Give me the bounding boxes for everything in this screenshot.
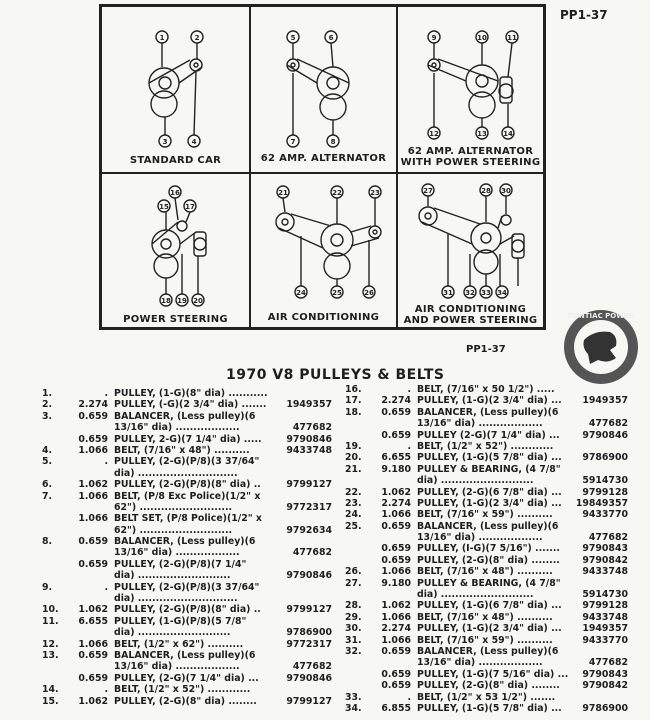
parts-list-row	[42, 456, 332, 467]
parts-list-row	[345, 646, 628, 657]
part-number: 9790843	[582, 668, 628, 680]
callout-33: 33	[481, 289, 491, 297]
part-description: PULLEY, (2-G)(8" dia) ........	[114, 695, 257, 707]
part-description: 13/16" dia) ..................	[114, 547, 240, 559]
part-description: BELT, (7/16" x 48") ..........	[114, 444, 250, 456]
pontiac-power-logo	[560, 306, 642, 388]
parts-list-row	[345, 521, 628, 532]
part-quantity: 0.659	[78, 672, 108, 684]
parts-list-row	[345, 612, 628, 623]
parts-list-row	[42, 502, 332, 513]
part-description: BELT, (7/16" x 48") ..........	[417, 566, 553, 578]
part-description: PULLEY, (2-G)(8" dia) ........	[417, 680, 560, 692]
callout-32: 32	[465, 289, 475, 297]
callout-8: 8	[330, 138, 336, 146]
page-id-mid: PP1-37	[466, 344, 506, 355]
part-quantity: 0.659	[78, 536, 108, 548]
callout-17: 17	[185, 203, 195, 211]
parts-list-row	[42, 570, 332, 581]
diagram-label: 62 AMP. ALTERNATOR WITH POWER STEERING	[400, 146, 541, 168]
callout-19: 19	[177, 297, 187, 305]
parts-list-row	[42, 559, 332, 570]
part-number-index: 17.	[345, 395, 362, 407]
part-number-index: 11.	[42, 615, 59, 627]
part-quantity: 1.066	[78, 513, 108, 525]
part-number-index: 33.	[345, 691, 362, 703]
part-description: 62") ..........................	[114, 524, 233, 536]
part-number: 9433748	[582, 566, 628, 578]
parts-list-row	[42, 696, 332, 707]
part-number-index: 31.	[345, 634, 362, 646]
parts-list-row	[42, 491, 332, 502]
part-quantity: 0.659	[78, 558, 108, 570]
parts-list-row	[345, 395, 628, 406]
callout-6: 6	[328, 34, 334, 42]
parts-list-row	[42, 445, 332, 456]
part-quantity: .	[407, 440, 411, 452]
part-number-index: 32.	[345, 645, 362, 657]
parts-list-row	[345, 623, 628, 634]
part-description: BELT, (1/2" x 53 1/2") .......	[417, 691, 556, 703]
part-number-index: 7.	[42, 490, 53, 502]
part-number: 9790846	[286, 570, 332, 582]
parts-list-row	[42, 547, 332, 558]
callout-31: 31	[443, 289, 453, 297]
callout-30: 30	[501, 187, 511, 195]
part-number-index: 6.	[42, 479, 53, 491]
part-description: PULLEY, (1-G)(5 7/8" dia) ...	[417, 452, 562, 464]
part-quantity: 0.659	[381, 680, 411, 692]
diagram-air-conditioning-power-steering	[397, 173, 544, 328]
part-number: 9799128	[582, 600, 628, 612]
part-description: PULLEY, (2-G)(P/8)(8" dia) ..	[114, 479, 261, 491]
parts-list-row	[345, 418, 628, 429]
callout-25: 25	[332, 289, 342, 297]
part-quantity: 0.659	[381, 520, 411, 532]
diagram-62-amp-alternator-drawing	[251, 7, 396, 152]
part-description: BALANCER, (Less pulley)(6	[114, 649, 256, 661]
parts-list-row	[42, 411, 332, 422]
callout-23: 23	[370, 189, 380, 197]
part-quantity: 0.659	[78, 649, 108, 661]
part-number: 5914730	[582, 589, 628, 601]
part-quantity: 1.062	[381, 486, 411, 498]
callout-21: 21	[278, 189, 288, 197]
diagram-62-amp-alternator-power-steering	[397, 6, 544, 173]
part-quantity: .	[104, 684, 108, 696]
part-quantity: 1.066	[381, 509, 411, 521]
part-description: PULLEY, (-G)(2 3/4" dia) .......	[114, 399, 267, 411]
parts-list-row	[345, 509, 628, 520]
part-description: PULLEY & BEARING, (4 7/8"	[417, 577, 561, 589]
diagram-62-amp-alternator	[250, 6, 397, 173]
part-description: PULLEY, (2-G)(7 1/4" dia) ...	[114, 672, 259, 684]
diagram-label: AIR CONDITIONING	[267, 312, 380, 323]
parts-list-row	[345, 680, 628, 691]
parts-list-row	[345, 452, 628, 463]
part-quantity: 1.066	[381, 634, 411, 646]
part-description: BALANCER, (Less pulley)(6	[417, 520, 559, 532]
part-quantity: 1.062	[78, 479, 108, 491]
callout-27: 27	[423, 187, 433, 195]
parts-list-row	[42, 513, 332, 524]
part-number-index: 12.	[42, 638, 59, 650]
callout-22: 22	[332, 189, 342, 197]
part-description: 13/16" dia) ..................	[114, 661, 240, 673]
part-description: PULLEY, (2-G)(P/8)(8" dia) ..	[114, 604, 261, 616]
part-number: 9790842	[582, 554, 628, 566]
part-description: PULLEY, (I-G)(7 5/16") .......	[417, 543, 560, 555]
part-description: BELT, (1/2" x 52") ............	[417, 440, 554, 452]
part-quantity: 0.659	[381, 645, 411, 657]
part-quantity: 9.180	[381, 577, 411, 589]
part-number-index: 16.	[345, 384, 362, 395]
part-number: 477682	[588, 532, 628, 544]
part-description: dia) ..........................	[114, 627, 231, 639]
callout-16: 16	[170, 189, 180, 197]
diagram-standard-car	[101, 6, 250, 173]
parts-list-row	[42, 673, 332, 684]
part-description: 13/16" dia) ..................	[114, 422, 240, 434]
parts-list-row	[345, 532, 628, 543]
part-number: 9433770	[582, 509, 628, 521]
part-quantity: 0.659	[78, 433, 108, 445]
part-number: 9790843	[582, 543, 628, 555]
part-description: dia) ..........................	[417, 589, 534, 601]
part-description: 13/16" dia) ..................	[417, 657, 543, 669]
part-number: 9799127	[286, 604, 332, 616]
part-number-index: 23.	[345, 497, 362, 509]
part-number-index: 18.	[345, 406, 362, 418]
callout-34: 34	[497, 289, 507, 297]
callout-7: 7	[290, 138, 296, 146]
part-number: 1949357	[582, 395, 628, 407]
part-description: 13/16" dia) ..................	[417, 532, 543, 544]
part-quantity: 2.274	[381, 395, 411, 407]
diagram-label: 62 AMP. ALTERNATOR	[260, 153, 387, 164]
parts-list-row	[42, 399, 332, 410]
callout-9: 9	[431, 34, 437, 42]
diagram-power-steering	[101, 173, 250, 328]
part-description: BELT, (7/16" x 59") ..........	[417, 509, 553, 521]
parts-list-row	[42, 684, 332, 695]
part-number-index: 25.	[345, 520, 362, 532]
part-description: PULLEY & BEARING, (4 7/8"	[417, 463, 561, 475]
callout-4: 4	[191, 138, 197, 146]
callout-12: 12	[429, 130, 439, 138]
diagram-air-conditioning	[250, 173, 397, 328]
callout-15: 15	[159, 203, 169, 211]
callout-11: 11	[507, 34, 517, 42]
part-number-index: 26.	[345, 566, 362, 578]
part-number-index: 3.	[42, 410, 53, 422]
part-number: 9790846	[582, 429, 628, 441]
parts-list-row	[345, 464, 628, 475]
part-description: dia) ..........................	[114, 570, 231, 582]
parts-list-row	[345, 407, 628, 418]
part-quantity: 6.655	[78, 615, 108, 627]
diagram-air-conditioning-drawing	[251, 174, 396, 309]
part-quantity: 0.659	[381, 429, 411, 441]
part-quantity: 2.274	[381, 497, 411, 509]
parts-list-row	[42, 434, 332, 445]
part-quantity: .	[104, 456, 108, 468]
parts-list-row	[42, 661, 332, 672]
diagram-power-steering-drawing	[102, 174, 249, 309]
diagram-standard-car-drawing	[102, 7, 249, 152]
parts-list-row	[345, 692, 628, 703]
part-number-index: 28.	[345, 600, 362, 612]
part-number: 477682	[292, 422, 332, 434]
part-description: BALANCER, (Less pulley)(6	[417, 645, 559, 657]
parts-list-row	[345, 578, 628, 589]
part-description: PULLEY, 2-G)(7 1/4" dia) .....	[114, 433, 262, 445]
diagram-label: POWER STEERING	[123, 314, 228, 325]
part-number-index: 27.	[345, 577, 362, 589]
part-number-index: 5.	[42, 456, 53, 468]
part-quantity: 1.066	[381, 611, 411, 623]
callout-28: 28	[481, 187, 491, 195]
part-description: BELT, (1/2" x 62") ..........	[114, 638, 244, 650]
part-number-index: 13.	[42, 649, 59, 661]
part-description: PULLEY, (1-G)(2 3/4" dia) ...	[417, 395, 562, 407]
callout-2: 2	[194, 34, 200, 42]
logo-text: PONTIAC POWER	[567, 312, 635, 320]
part-quantity: 6.655	[381, 452, 411, 464]
parts-list-row	[345, 657, 628, 668]
part-number-index: 9.	[42, 581, 53, 593]
part-number-index: 22.	[345, 486, 362, 498]
part-quantity: 0.659	[381, 543, 411, 555]
part-number: 9799127	[286, 695, 332, 707]
parts-list-row	[42, 639, 332, 650]
part-quantity: 1.062	[78, 604, 108, 616]
part-description: BALANCER, (Less pulley)(6	[417, 406, 559, 418]
parts-list-row	[42, 388, 332, 399]
part-description: 62") ..........................	[114, 501, 233, 513]
parts-list-row	[42, 536, 332, 547]
part-number: 1949357	[582, 623, 628, 635]
parts-list-row	[345, 589, 628, 600]
parts-list-row	[345, 543, 628, 554]
part-description: BELT, (P/8 Exc Police)(1/2" x	[114, 490, 261, 502]
page-title: 1970 V8 PULLEYS & BELTS	[226, 367, 445, 383]
parts-list-row	[42, 627, 332, 638]
part-description: dia) ..........................	[417, 475, 534, 487]
part-number-index: 24.	[345, 509, 362, 521]
part-quantity: .	[407, 384, 411, 395]
part-number: 19849357	[575, 497, 628, 509]
callout-13: 13	[477, 130, 487, 138]
part-number: 9786900	[286, 627, 332, 639]
parts-list-row	[345, 669, 628, 680]
part-description: PULLEY, (1-G)(2 3/4" dia) ...	[417, 497, 562, 509]
parts-list-row	[345, 600, 628, 611]
part-number-index: 30.	[345, 623, 362, 635]
part-quantity: 0.659	[381, 554, 411, 566]
parts-list-row	[42, 525, 332, 536]
parts-list-row	[345, 498, 628, 509]
part-quantity: .	[104, 388, 108, 399]
part-description: PULLEY, (2-G)(P/8)(3 37/64"	[114, 581, 260, 593]
part-number: 9786900	[582, 702, 628, 714]
part-number-index: 14.	[42, 684, 59, 696]
part-description: PULLEY, (1-G)(8" dia) ...........	[114, 388, 268, 399]
part-number-index: 19.	[345, 440, 362, 452]
part-quantity: 2.274	[78, 399, 108, 411]
callout-1: 1	[159, 34, 165, 42]
part-number: 9790846	[286, 672, 332, 684]
part-quantity: 2.274	[381, 623, 411, 635]
parts-list-row	[345, 487, 628, 498]
diagram-grid	[99, 4, 546, 330]
parts-list-row	[345, 566, 628, 577]
parts-list-right	[345, 384, 628, 714]
part-description: PULLEY, (1-G)(2 3/4" dia) ...	[417, 623, 562, 635]
parts-list-row	[345, 384, 628, 395]
parts-list-row	[345, 475, 628, 486]
part-description: dia) ............................	[114, 467, 238, 479]
part-number-index: 8.	[42, 536, 53, 548]
part-quantity: 0.659	[381, 406, 411, 418]
part-description: 13/16" dia) ..................	[417, 418, 543, 430]
part-number: 477682	[588, 657, 628, 669]
part-quantity: 0.659	[381, 668, 411, 680]
part-number: 9799128	[582, 486, 628, 498]
part-description: PULLEY (2-G)(7 1/4" dia) ...	[417, 429, 560, 441]
parts-list-row	[345, 635, 628, 646]
parts-list-row	[42, 582, 332, 593]
part-description: BALANCER, (Less pulley)(6	[114, 536, 256, 548]
part-quantity: 1.062	[78, 695, 108, 707]
callout-14: 14	[503, 130, 513, 138]
part-description: PULLEY, (1-G)(P/8)(5 7/8"	[114, 615, 247, 627]
part-number: 9790846	[286, 433, 332, 445]
part-number-index: 34.	[345, 702, 362, 714]
part-number: 9433748	[582, 611, 628, 623]
callout-3: 3	[162, 138, 168, 146]
parts-list-row	[345, 430, 628, 441]
part-description: PULLEY, (1-G)(7 5/16" dia) ...	[417, 668, 569, 680]
part-number: 477682	[292, 547, 332, 559]
part-description: PULLEY, (1-G)(6 7/8" dia) ...	[417, 600, 562, 612]
part-number: 9772317	[286, 501, 332, 513]
part-quantity: 1.066	[381, 566, 411, 578]
part-number-index: 20.	[345, 452, 362, 464]
diagram-ac-ps-drawing	[398, 174, 543, 304]
parts-list-row	[42, 604, 332, 615]
diagram-62-amp-alt-ps-drawing	[398, 7, 543, 152]
part-number-index: 15.	[42, 695, 59, 707]
part-number: 5914730	[582, 475, 628, 487]
parts-list-row	[345, 441, 628, 452]
parts-list-row	[42, 650, 332, 661]
callout-5: 5	[290, 34, 296, 42]
parts-list-row	[345, 703, 628, 714]
part-quantity: .	[104, 581, 108, 593]
part-quantity: 9.180	[381, 463, 411, 475]
parts-list-row	[42, 422, 332, 433]
part-number-index: 1.	[42, 388, 53, 399]
part-description: BELT, (7/16" x 48") ..........	[417, 611, 553, 623]
callout-20: 20	[193, 297, 203, 305]
part-number-index: 21.	[345, 463, 362, 475]
part-description: BALANCER, (Less pulley)(6	[114, 410, 256, 422]
part-number: 9772317	[286, 638, 332, 650]
part-number: 9790842	[582, 680, 628, 692]
part-number: 9433748	[286, 444, 332, 456]
parts-list-row	[42, 593, 332, 604]
parts-list-row	[345, 555, 628, 566]
part-quantity: 6.855	[381, 702, 411, 714]
part-description: PULLEY, (2-G)(P/8)(7 1/4"	[114, 558, 247, 570]
parts-list-left	[42, 388, 332, 707]
page-id-top: PP1-37	[560, 8, 608, 22]
part-number: 1949357	[286, 399, 332, 411]
diagram-label: AIR CONDITIONING AND POWER STEERING	[403, 304, 538, 326]
callout-26: 26	[364, 289, 374, 297]
part-number: 9786900	[582, 452, 628, 464]
part-number: 477682	[292, 661, 332, 673]
part-description: PULLEY, (2-G)(8" dia) ........	[417, 554, 560, 566]
callout-10: 10	[477, 34, 487, 42]
callout-24: 24	[296, 289, 306, 297]
part-description: PULLEY, (2-G)(6 7/8" dia) ...	[417, 486, 562, 498]
diagram-label: STANDARD CAR	[129, 155, 222, 166]
part-number-index: 10.	[42, 604, 59, 616]
part-quantity: .	[407, 691, 411, 703]
part-quantity: 1.062	[381, 600, 411, 612]
part-quantity: 1.066	[78, 444, 108, 456]
part-number-index: 29.	[345, 611, 362, 623]
part-description: BELT, (7/16" x 59") ..........	[417, 634, 553, 646]
part-number-index: 4.	[42, 444, 53, 456]
part-number: 9433770	[582, 634, 628, 646]
parts-list-row	[42, 479, 332, 490]
part-number-index: 2.	[42, 399, 53, 411]
part-description: dia) ............................	[114, 593, 238, 605]
part-number: 9799127	[286, 479, 332, 491]
part-quantity: 1.066	[78, 638, 108, 650]
part-number: 477682	[588, 418, 628, 430]
part-description: BELT, (7/16" x 50 1/2") .....	[417, 384, 555, 395]
part-quantity: 1.066	[78, 490, 108, 502]
part-number: 9792634	[286, 524, 332, 536]
parts-list-row	[42, 616, 332, 627]
part-description: BELT SET, (P/8 Police)(1/2" x	[114, 513, 262, 525]
part-description: BELT, (1/2" x 52") ............	[114, 684, 251, 696]
part-description: PULLEY, (2-G)(P/8)(3 37/64"	[114, 456, 260, 468]
callout-18: 18	[161, 297, 171, 305]
part-quantity: 0.659	[78, 410, 108, 422]
parts-list-row	[42, 468, 332, 479]
part-description: PULLEY, (1-G)(5 7/8" dia) ...	[417, 702, 562, 714]
